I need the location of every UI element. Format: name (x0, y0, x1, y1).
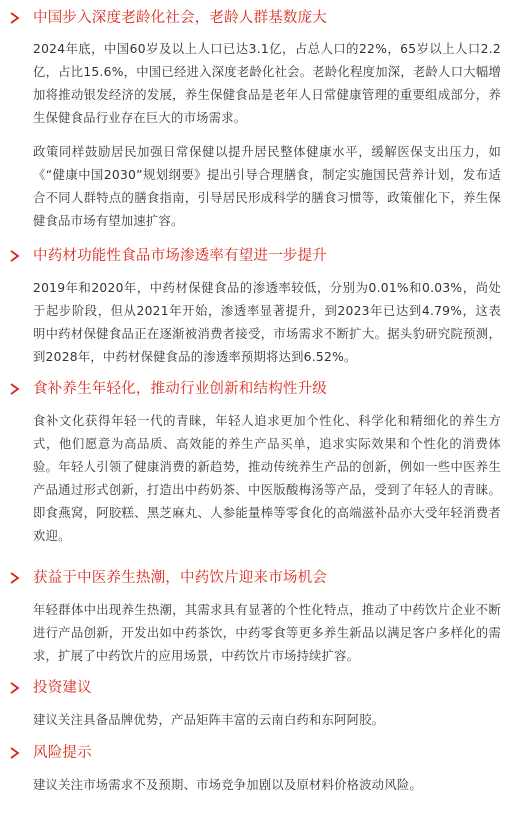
arrow-right-icon (9, 572, 21, 584)
arrow-right-icon (9, 747, 21, 759)
paragraph: 2019年和2020年，中药材保健食品的渗透率较低，分别为0.01%和0.03%，尚处于起步阶段，但从2021年开始，渗透率显著提升，到2023年已达到4.79%，这表明中药材保健食品正在逐渐被消费者接受，市场需求不断扩大。据头豹研究院预测，到2028年，中药材保健食品的渗透率预期将达到6.52%。 (33, 281, 501, 364)
section-heading (0, 676, 510, 700)
arrow-right-icon (9, 682, 21, 694)
section-heading (0, 566, 510, 590)
paragraph: 年轻群体中出现养生热潮，其需求具有显著的个性化特点，推动了中药饮片企业不断进行产品创新，开发出如中药茶饮，中药零食等更多养生新品以满足客户多样化的需求，扩展了中药饮片的应用场景，中药饮片市场持续扩容。 (33, 603, 501, 663)
arrow-right-icon (9, 12, 21, 24)
paragraph: 建议关注具备品牌优势，产品矩阵丰富的云南白药和东阿阿胶。 (33, 713, 385, 727)
section-heading (0, 741, 510, 765)
section-title: 中药材功能性食品市场渗透率有望进一步提升 (33, 248, 327, 264)
section-title: 风险提示 (33, 745, 92, 761)
arrow-right-icon (9, 383, 21, 395)
section-heading (0, 6, 510, 30)
section-title: 获益于中医养生热潮，中药饮片迎来市场机会 (33, 570, 327, 586)
section-title: 食补养生年轻化，推动行业创新和结构性升级 (33, 381, 327, 397)
paragraph: 政策同样鼓励居民加强日常保健以提升居民整体健康水平，缓解医保支出压力，如《“健康中国2030”规划纲要》提出引导合理膳食，制定实施国民营养计划，发布适合不同人群特点的膳食指南，引导居民形成科学的膳食习惯等，政策催化下，养生保健食品市场有望加速扩容。 (33, 145, 501, 228)
arrow-right-icon (9, 250, 21, 262)
paragraph: 2024年底，中国60岁及以上人口已达3.1亿，占总人口的22%，65岁以上人口2.2亿，占比15.6%，中国已经进入深度老龄化社会。老龄化程度加深，老龄人口大幅增加将推动银发经济的发展，养生保健食品是老年人日常健康管理的重要组成部分，养生保健食品行业存在巨大的市场需求。 (33, 42, 501, 125)
section-heading (0, 244, 510, 268)
paragraph: 食补文化获得年轻一代的青睐，年轻人追求更加个性化、科学化和精细化的养生方式，他们愿意为高品质、高效能的养生产品买单，追求实际效果和个性化的消费体验。年轻人引领了健康消费的新趋势，推动传统养生产品的创新，例如一些中医养生产品通过形式创新，打造出中药奶茶、中医版酸梅汤等产品，受到了年轻人的青睐。即食燕窝，阿胶糕、黑芝麻丸、人参能量棒等零食化的高端滋补品亦大受年轻消费者欢迎。 (33, 414, 501, 543)
section-title: 中国步入深度老龄化社会，老龄人群基数庞大 (33, 10, 327, 26)
paragraph: 建议关注市场需求不及预期、市场竞争加剧以及原材料价格波动风险。 (33, 778, 422, 792)
section-heading (0, 377, 510, 401)
section-title: 投资建议 (33, 680, 92, 696)
